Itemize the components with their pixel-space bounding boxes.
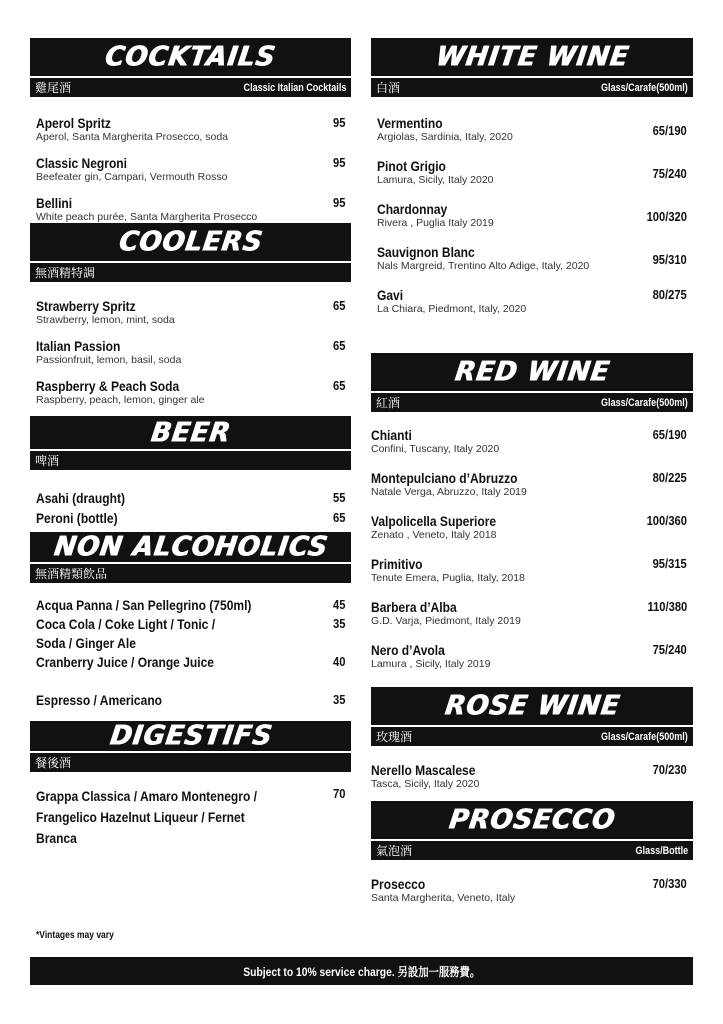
menu-item xyxy=(36,195,345,223)
item-name: Primitivo xyxy=(371,556,423,572)
item-desc: Nals Margreid, Trentino Alto Adige, Italy, 2020 xyxy=(377,260,590,272)
menu-item xyxy=(36,155,345,195)
item-desc: Argiolas, Sardinia, Italy, 2020 xyxy=(377,131,513,143)
menu-item xyxy=(377,158,687,201)
rose-wine-subbar xyxy=(371,727,693,746)
item-name: Peroni (bottle) xyxy=(36,510,118,526)
item-price: 40 xyxy=(332,654,345,669)
item-name: Gavi xyxy=(377,287,404,303)
item-desc: Santa Margherita, Veneto, Italy xyxy=(371,892,516,904)
item-desc: Confini, Tuscany, Italy 2020 xyxy=(371,443,500,455)
menu-item xyxy=(36,378,345,416)
cocktails-banner: COCKTAILS xyxy=(30,38,351,76)
menu-item xyxy=(377,115,687,158)
non-alcoholics-subbar xyxy=(30,564,351,583)
item-price: 65/190 xyxy=(652,427,687,442)
item-desc: White peach purée, Santa Margherita Prosecco xyxy=(36,211,258,223)
coolers-banner: COOLERS xyxy=(30,223,351,261)
cocktails-chinese-label: 雞尾酒 xyxy=(35,81,72,95)
item-price: 95 xyxy=(332,195,345,210)
prosecco-subtitle: Glass/Bottle xyxy=(635,844,688,857)
item-price: 35 xyxy=(332,692,345,707)
item-desc: La Chiara, Piedmont, Italy, 2020 xyxy=(377,303,527,315)
item-price: 95/310 xyxy=(652,252,687,267)
item-name: Vermentino xyxy=(377,115,443,131)
cocktails-section xyxy=(30,38,351,223)
item-desc: Tenute Emera, Puglia, Italy, 2018 xyxy=(371,572,525,584)
item-desc: Natale Verga, Abruzzo, Italy 2019 xyxy=(371,486,527,498)
white-wine-subbar xyxy=(371,78,693,97)
item-price: 100/320 xyxy=(646,209,687,224)
menu-item xyxy=(371,762,687,801)
item-price: 65 xyxy=(332,298,345,313)
item-name: Grappa Classica / Amaro Montenegro / Frangelico Hazelnut Liqueur / Fernet Branca xyxy=(36,788,258,846)
item-price: 95 xyxy=(332,115,345,130)
prosecco-subbar xyxy=(371,841,693,860)
digestifs-section xyxy=(30,721,351,849)
menu-item xyxy=(377,201,687,244)
item-name: Valpolicella Superiore xyxy=(371,513,497,529)
red-wine-subtitle: Glass/Carafe(500ml) xyxy=(601,396,688,409)
menu-item xyxy=(36,115,345,155)
item-price: 75/240 xyxy=(652,642,687,657)
menu-item xyxy=(36,510,345,532)
beer-section xyxy=(30,416,351,532)
item-price: 55 xyxy=(332,490,345,505)
item-name: Raspberry & Peach Soda xyxy=(36,378,180,394)
item-name: Aperol Spritz xyxy=(36,115,111,131)
menu-item xyxy=(36,597,345,616)
non-alcoholics-section xyxy=(30,532,351,721)
coolers-section xyxy=(30,223,351,416)
footer-text: Subject to 10% service charge. 另設加一服務費。 xyxy=(243,964,480,979)
menu-item xyxy=(36,490,345,510)
prosecco-section xyxy=(371,801,693,906)
item-name: Barbera d’Alba xyxy=(371,599,457,615)
item-price: 80/225 xyxy=(652,470,687,485)
non-alcoholics-chinese-label: 無酒精類飲品 xyxy=(35,567,108,581)
rose-wine-banner: ROSE WINE xyxy=(371,687,693,725)
menu-item xyxy=(36,786,345,849)
rose-wine-subtitle: Glass/Carafe(500ml) xyxy=(601,730,688,743)
rose-wine-section xyxy=(371,687,693,801)
cocktails-subbar xyxy=(30,78,351,97)
white-wine-banner: WHITE WINE xyxy=(371,38,693,76)
item-name: Montepulciano d’Abruzzo xyxy=(371,470,518,486)
item-desc: Passionfruit, lemon, basil, soda xyxy=(36,354,182,366)
item-desc: G.D. Varja, Piedmont, Italy 2019 xyxy=(371,615,521,627)
item-price: 110/380 xyxy=(647,599,687,614)
right-column xyxy=(371,38,693,906)
menu-item xyxy=(371,556,687,599)
item-desc: Lamura , Sicily, Italy 2019 xyxy=(371,658,491,670)
menu-item xyxy=(371,876,687,906)
menu-item xyxy=(36,298,345,338)
item-price: 65/190 xyxy=(652,123,687,138)
item-name: Coca Cola / Coke Light / Tonic / xyxy=(36,616,216,632)
item-desc: Zenato , Veneto, Italy 2018 xyxy=(371,529,497,541)
item-price: 100/360 xyxy=(646,513,687,528)
item-name: Classic Negroni xyxy=(36,155,128,171)
digestifs-banner: DIGESTIFS xyxy=(30,721,351,751)
menu-item xyxy=(371,642,687,687)
item-price: 65 xyxy=(332,378,345,393)
vintage-note: *Vintages may vary xyxy=(36,930,114,941)
beer-banner: BEER xyxy=(30,416,351,449)
beer-chinese-label: 啤酒 xyxy=(35,454,60,468)
menu-item xyxy=(371,470,687,513)
menu-item xyxy=(36,654,345,673)
item-desc: Beefeater gin, Campari, Vermouth Rosso xyxy=(36,171,228,183)
item-desc: Tasca, Sicily, Italy 2020 xyxy=(371,778,480,790)
item-name: Pinot Grigio xyxy=(377,158,446,174)
service-charge-footer xyxy=(30,957,693,985)
item-name: Cranberry Juice / Orange Juice xyxy=(36,654,215,670)
item-name: Sauvignon Blanc xyxy=(377,244,475,260)
menu-item xyxy=(36,338,345,378)
white-wine-section xyxy=(371,38,693,353)
menu-item xyxy=(36,616,345,654)
item-price: 80/275 xyxy=(652,287,687,302)
menu-item xyxy=(36,692,345,721)
white-wine-chinese-label: 白酒 xyxy=(376,81,401,95)
menu-item xyxy=(371,599,687,642)
item-name: Nerello Mascalese xyxy=(371,762,476,778)
item-price: 45 xyxy=(332,597,345,612)
menu-item xyxy=(371,513,687,556)
menu-item xyxy=(371,427,687,470)
white-wine-subtitle: Glass/Carafe(500ml) xyxy=(601,81,688,94)
item-desc: Raspberry, peach, lemon, ginger ale xyxy=(36,394,205,406)
rose-wine-chinese-label: 玫瑰酒 xyxy=(376,730,413,744)
left-column xyxy=(30,38,351,849)
coolers-subbar xyxy=(30,263,351,282)
menu-item xyxy=(377,244,687,287)
item-desc: Rivera , Puglia Italy 2019 xyxy=(377,217,494,229)
item-name: Italian Passion xyxy=(36,338,121,354)
item-desc: Strawberry, lemon, mint, soda xyxy=(36,314,175,326)
item-desc: Aperol, Santa Margherita Prosecco, soda xyxy=(36,131,229,143)
prosecco-banner: PROSECCO xyxy=(371,801,693,839)
item-name: Asahi (draught) xyxy=(36,490,125,506)
item-price: 35 xyxy=(332,616,345,631)
item-price: 70/330 xyxy=(652,876,687,891)
cocktails-subtitle: Classic Italian Cocktails xyxy=(243,81,346,94)
red-wine-chinese-label: 紅酒 xyxy=(376,396,401,410)
item-price: 95/315 xyxy=(652,556,687,571)
prosecco-chinese-label: 氣泡酒 xyxy=(376,844,413,858)
digestifs-subbar xyxy=(30,753,351,772)
item-desc: Lamura, Sicily, Italy 2020 xyxy=(377,174,494,186)
item-name: Strawberry Spritz xyxy=(36,298,136,314)
item-name: Acqua Panna / San Pellegrino (750ml) xyxy=(36,597,252,613)
item-price: 75/240 xyxy=(652,166,687,181)
item-price: 65 xyxy=(332,338,345,353)
item-price: 95 xyxy=(332,155,345,170)
red-wine-subbar xyxy=(371,393,693,412)
item-name: Bellini xyxy=(36,195,73,211)
non-alcoholics-banner: NON ALCOHOLICS xyxy=(30,532,351,562)
item-name: Chardonnay xyxy=(377,201,448,217)
red-wine-section xyxy=(371,353,693,687)
menu-item xyxy=(377,287,687,353)
item-name: Nero d’Avola xyxy=(371,642,445,658)
digestifs-chinese-label: 餐後酒 xyxy=(35,756,72,770)
item-price: 70 xyxy=(332,786,345,801)
item-name-line2: Soda / Ginger Ale xyxy=(36,635,136,651)
coolers-chinese-label: 無酒精特調 xyxy=(35,266,96,280)
item-price: 65 xyxy=(332,510,345,525)
red-wine-banner: RED WINE xyxy=(371,353,693,391)
beer-subbar xyxy=(30,451,351,470)
item-name: Chianti xyxy=(371,427,412,443)
item-name: Espresso / Americano xyxy=(36,692,163,708)
item-name: Prosecco xyxy=(371,876,426,892)
item-price: 70/230 xyxy=(652,762,687,777)
